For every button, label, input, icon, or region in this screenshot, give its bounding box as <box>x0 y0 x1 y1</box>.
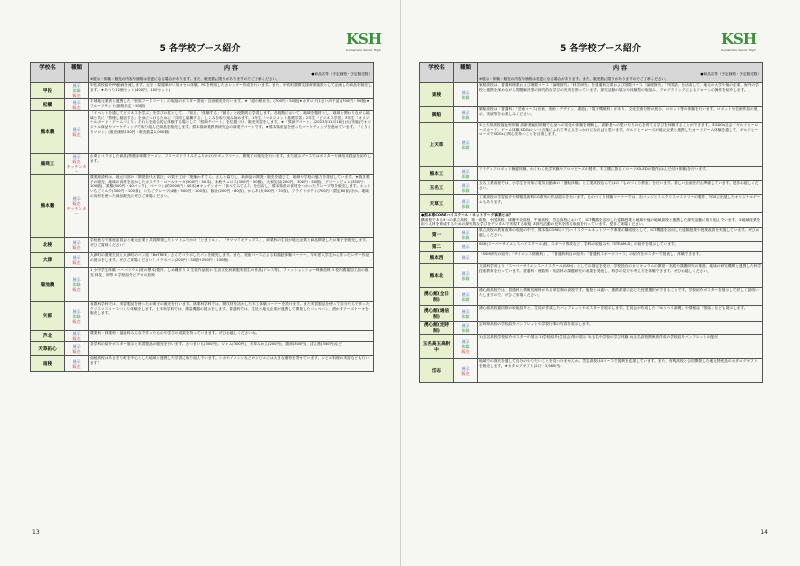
left-header-school: 学校名 <box>31 63 65 83</box>
school-name: 北稜 <box>31 238 65 253</box>
school-name: 玉名工 <box>420 181 454 195</box>
kind-label: 販売 <box>72 260 81 265</box>
school-name: 岱志 <box>420 359 454 383</box>
core-network-band <box>420 213 763 228</box>
kind-label: 展示 <box>72 255 81 260</box>
booth-description: 東稜高校は、普通科理系および理数コース「論理探究」「科学研究」を普通科文系および国際コース「論理探究」「外国語」を活用して、地元の大学や他の企業、海外の学校と連携を深めながら問題解決型の探究的な学びの充実を図っています。探究活動の展示や体験型の取組み、プログラミングによるドローンの操作を紹介します。 <box>478 83 763 107</box>
right-logo-text: KSH <box>721 30 757 48</box>
booth-description: アイディアロボット操縦体験、わくわく化学実験やアロマビーズの製作、木工棚に掛るくローソIOLEDの製作(はんだ付け体験)を行います。 <box>478 167 763 181</box>
booth-kind <box>65 331 89 342</box>
booth-description: 企業とコラボした商品(特選赤味噌ラーメン、フリーズドライみそふりかけ)やポップコーン、餅菓子の販売を行います。また展示ブースではポスターや栽培実践品を紹介します。 <box>89 154 374 175</box>
kind-label: 販売 <box>72 363 81 369</box>
booth-kind <box>454 306 478 322</box>
booth-description: 「SSH研究の紹介」「サイエンス情報科」、「普通科科目の紹介」「普通科スポーツコース」の紹介をポスターで発表し、体験できます。 <box>478 252 763 264</box>
school-name: 東稜 <box>420 83 454 107</box>
school-name: 熊本農 <box>31 111 65 154</box>
right-logo-sub: Kumamoto Senior High <box>721 48 756 52</box>
school-row <box>31 175 374 238</box>
kind-label: 販売 <box>72 348 81 354</box>
booth-kind <box>65 302 89 331</box>
school-row <box>31 99 374 111</box>
booth-kind <box>454 252 478 264</box>
booth-description: 湧心館高校通信制の取組紹介と、生徒が作成したパンフレットやポスターを展示します。生徒会が作成した「ゆうつう新聞」や情報誌「図南」なども展示します。 <box>478 306 763 322</box>
school-name: 湧心館(定時制) <box>420 322 454 335</box>
right-section-title: 5 各学校ブース紹介 <box>560 44 641 54</box>
school-name: 芦北 <box>31 331 65 342</box>
kind-label: 体験 <box>461 94 470 100</box>
booth-description: 湧心館高校では、普通科と情報処理科がある単位制の高校です。他校とは違い、進路希望に応じた授業選択ができることです。学校紹介ポスターを展示して詳しく説明いたしますので、ぜひご来場ください。 <box>478 288 763 306</box>
core-network-band-body <box>420 213 763 228</box>
kind-label: 販売 <box>72 201 81 206</box>
booth-kind <box>454 242 478 252</box>
right-page <box>400 0 800 566</box>
school-name: 菊池農 <box>31 268 65 302</box>
school-name: 大津 <box>31 253 65 268</box>
school-name: 鹿商工 <box>31 154 65 175</box>
kind-label: 展示 <box>72 99 81 105</box>
booth-kind <box>454 264 478 288</box>
booth-description: 県立高校の教育改革の取組の中で、熊本県CORE(コア)ハイスクールネットワーク事業の構成校として、ICT機器を活用した遠隔授業や授業改善を実施しています。ぜひお越しください。 <box>478 228 763 242</box>
kind-label: 展示 <box>461 244 470 250</box>
booth-kind <box>65 268 89 302</box>
kind-label: 展示 <box>461 182 470 188</box>
school-name: 熊本養 <box>31 175 65 238</box>
booth-kind <box>454 228 478 242</box>
left-header-content <box>89 63 374 83</box>
right-table-body-2 <box>420 228 763 383</box>
left-header-note: ●商品名等（予定価格・予定販売数） <box>311 72 372 76</box>
booth-description: 南稜高校はあさぎり町を中心とした地域と連携した学習に取り組んでいます。シカやイノシシなどのジビエには大きな期待を寄せています。ジビエ料理の実習なども行います！ <box>89 356 374 372</box>
kind-label: 体験 <box>461 275 470 281</box>
school-name: 上天草 <box>420 123 454 167</box>
left-page-number: 13 <box>32 529 40 536</box>
kind-label: 展示 <box>461 308 470 314</box>
school-row <box>420 228 763 242</box>
kind-label: 展示 <box>461 168 470 174</box>
right-booth-table <box>419 62 763 383</box>
kind-label: 体験 <box>461 296 470 302</box>
booth-description: 工業高校の学習紹介や情報技術科CG系列の作品展示を行います。ものづくり体験コーナーでは、缶バッジとミニクリスマスツリーの製作、TGSに出展したオリジナルゲームもあります。 <box>478 195 763 213</box>
core-network-heading: ●熊本県COREハイスクール・ネットワーク事業とは？ <box>421 213 513 217</box>
kind-label: 販売 <box>461 370 470 376</box>
kind-label: 展示 <box>72 154 81 159</box>
right-logo <box>721 30 761 56</box>
booth-description: 大津町の農業生徒と大津町のパン屋「BeTREE」さんでコラボしたパンを販売します。また、美術コースによる似顔絵体験コーナー、今年度入学生から作ったレザー作品の展示をします。ぜひご来場ください！コラボパン(200円・50個+250円・100個) <box>89 253 374 268</box>
left-header-content-title: 内 容 <box>223 65 239 72</box>
kind-label: 展示 <box>72 83 81 88</box>
right-table-body <box>420 83 763 213</box>
left-header-note2: ※展示・体験・販売の内容や価格は変更になる場合があります。また、販売数に限りがありますのでご了承ください。 <box>90 77 280 81</box>
booth-kind <box>65 154 89 175</box>
kind-label: 体験 <box>461 344 470 350</box>
left-logo-text: KSH <box>346 30 382 48</box>
booth-kind <box>65 175 89 238</box>
right-header-content-title: 内 容 <box>612 65 628 72</box>
booth-kind <box>65 83 89 99</box>
kind-label: 展示 <box>72 343 81 349</box>
school-name: 熊本北 <box>420 264 454 288</box>
school-row <box>31 342 374 356</box>
right-header-content <box>478 63 763 83</box>
kind-label: 展示 <box>461 198 470 204</box>
school-row <box>420 83 763 107</box>
booth-kind <box>65 356 89 372</box>
booth-kind <box>65 238 89 253</box>
school-name: 玉名高玉高附中 <box>420 335 454 359</box>
kind-label: 体験 <box>461 234 470 240</box>
kind-label: 展示 <box>72 240 81 245</box>
left-logo <box>346 30 386 56</box>
school-row <box>31 356 374 372</box>
core-network-text: 構成校である5つの県立高校、第一高校、小国高校、球磨中央高校、牛深高校、岱志高校において、ICT機器を活用した遠隔授業と地域や他の地域高校と連携した探究活動に取り組んでいます。①地域産業を担う人材を育成するための探究的な学びをデジタルで実現する取組 ②探究活動の充実を図る取組を行っています。是非ご来場ください。 <box>421 217 761 227</box>
school-row <box>420 264 763 288</box>
kind-label: 体験 <box>461 173 470 179</box>
booth-kind <box>454 83 478 107</box>
booth-description: ①上天草高校福祉科体験 高齢者疑似体験で心身への変化の体験を理解し、高齢者への思いやりの心を育てる学びを体験することができます。②SDGs社会「ギルドヒーローズカード」ゲーム体験 SDGsという言葉にふれて考えるきっかけになればと思います。ギルドヒーローズが地元企業と連携したカードゲーム体験を通して、ギルドヒーローズでSDGsに関心を持つことを目指します。 <box>478 123 763 167</box>
school-name: 第一 <box>420 228 454 242</box>
booth-kind <box>454 123 478 167</box>
booth-description: 学校独力で推進委員会と地元企業と共同開発したトマトふりかけ「とまトル」、「サツマイモチップス」、商業科の生徒が地元企業と商品開発したお菓子を販売します。ぜひご賞味ください！ <box>89 238 374 253</box>
school-row <box>420 335 763 359</box>
kind-label: 展示 <box>72 331 81 336</box>
kind-label: 販売 <box>72 104 81 110</box>
booth-description: 食農科学科では、実習製品を使ったお菓子の販売を行います。林業科学科では、間伐材を活かした木工体験コーナーを設けます。また実習製品を使って自分たちで作ったクリスマスリースづくり体験をします。土木科学科では、測量機器の展示をします。普通科では、生徒と地元企業が連携して開発したコッペパン、酒かすチーズケーキを販売します。 <box>89 302 374 331</box>
school-row <box>31 268 374 302</box>
kind-label: 展示 <box>461 229 470 235</box>
kind-label: 展示 <box>461 270 470 276</box>
school-name: 第二 <box>420 242 454 252</box>
kind-label: 展示 <box>461 255 470 261</box>
kind-label: 体験 <box>461 203 470 209</box>
kind-label: 販売 <box>72 318 81 324</box>
right-header-school: 学校名 <box>420 63 454 83</box>
kind-label: 展示 <box>72 308 81 314</box>
booth-kind <box>65 111 89 154</box>
school-row <box>31 253 374 268</box>
school-row <box>420 242 763 252</box>
kind-label: 展示 <box>461 139 470 145</box>
booth-kind <box>454 195 478 213</box>
school-row <box>31 154 374 175</box>
kind-label: 体験 <box>461 144 470 150</box>
kind-label: 販売 <box>72 245 81 250</box>
school-name: 熊本工 <box>420 167 454 181</box>
booth-kind <box>454 359 478 383</box>
booth-description: 地域での探究を通して自分のやりたいことを見つけませんか。岱志高校は4コースで挑戦を応援しています。また、有明高校と合同開発した地元特産品のカタログギフトを販売します。★カタログギフト(2口・3,980円) <box>478 359 763 383</box>
booth-description: 宇城地元業者と連携した「松高フードコート」の取組のポスター発表・自治販売を行います。★「道の駅弁当」(700円・50個)★カタログ(1さい/3千品)(700円・50個)★フルーツサンド(価格未定・50個) <box>89 99 374 111</box>
kind-label: 販売 <box>72 93 81 98</box>
left-header-kind: 種類 <box>65 63 89 83</box>
booth-description: SSH(スーパーサイエンスハイスクール)校、スポーツ専攻など、学科の取組みや「STEAM-D」の紹介を展示しています。 <box>478 242 763 252</box>
left-section-title: 5 各学校ブース紹介 <box>159 44 241 54</box>
kind-label: 展示 <box>72 127 81 132</box>
school-name: 天草拓心 <box>31 342 65 356</box>
booth-description: 農業科・林業科・福祉科みんなで作ったものや学びの成果を持っていきます。ぜひお越しくださいね。 <box>89 331 374 342</box>
school-row <box>420 123 763 167</box>
kind-label: 販売 <box>72 287 81 292</box>
school-row <box>420 359 763 383</box>
kind-label: 販売 <box>72 132 81 137</box>
booth-description: 農業経済科は、地元川部の「開発世代大賞区」の果子工房「菓舗かすてら」さんと協力し、新商品の開発・販売を通じて、地域や学校の魅力を発信しています。★焼き菓子の販売、地域の食材を活かしたカステラ・ロールケーキ(500円・50本)、米粉チュロス(300円・50個)、大和缶詰(200円、300円・50個)、グリーンピュレ(350円・100個)、果樹(500円・40パック)、ベーコン(約2000円・40本)★キッチンカー「食べてみてん♪」を出店し、熊本県産の食材をつかったクレープ等を販売します。ホットいちごミルク(300円・100食)、いちごクレープ(4種・500円・100食)、豚汁(200円・80食)、からあげ(300円・70食)、フライドポテト(700円・限定80食)ほか。地域の食材を使った商品販売にぜひご来場ください。 <box>89 175 374 238</box>
booth-kind <box>454 288 478 306</box>
school-row <box>31 83 374 99</box>
right-page-number: 14 <box>760 529 768 536</box>
kind-label: 販売 <box>72 159 81 164</box>
kind-label: 体験 <box>72 88 81 93</box>
booth-description: 「イベントを通してビジネスを学ぶ」を学びの柱として、「知る」「体験する」「創る」と段階的に学習します。各段階において、地域を題材とし、地域と関わりながら地域と共に「禁煙し創造する」を身につけるために「共同し協働する」しくみを取り組み始めます。1年生「マネジメント基礎学習」2年生「ビジネス学習」3年生「オリジナルボード・ゲームづくり」それらを総合的に体験する場として「熊商デパート」を位置づけ、販売実習をします。★「熊商デパート」(2023年11月18日(火)実施)でオリジナル商品やマーケティングで取り組んだ商品を販売します。熊本県商業教育研究会の商業デパートです。★熊本県産品を使ったマーケティングを進めています。「くりくりマロン」(販売価格150円・販売数量1,000個) <box>89 111 374 154</box>
kind-label: 体験 <box>72 313 81 319</box>
kind-label: 体験 <box>461 187 470 193</box>
booth-description: 甲佐高校紹介PR動画を流します。点字・視覚障がい用オセロ体験、PCを利用したカレンダー作成を行います。また、甲佐町農間支援商業施設として企画した商品を販売します。★あうり12個セット(400円、100セット) <box>89 83 374 99</box>
booth-kind <box>454 167 478 181</box>
school-row <box>420 195 763 213</box>
left-logo-sub: Kumamoto Senior High <box>346 48 381 52</box>
kind-label: 展示 <box>72 277 81 282</box>
booth-description: 各学科の紹介ポスター展示と実習製品の販売を行います。さつまいも(300円)、ジャム(300円)、天草みかん(200円)、鶏卵(300円)、ぽん酢(300円)など <box>89 342 374 356</box>
school-row <box>420 181 763 195</box>
kind-label: 展示 <box>461 109 470 115</box>
booth-kind <box>454 335 478 359</box>
booth-description: 定時制高校の学校紹介パンフレットや学校行事の写真を展示します。 <box>478 322 763 335</box>
school-name: 甲佐 <box>31 83 65 99</box>
school-name: 南稜 <box>31 356 65 372</box>
left-table-body <box>31 83 374 372</box>
booth-kind <box>454 107 478 123</box>
kind-label: 販売 <box>72 336 81 341</box>
kind-label: 展示 <box>461 323 470 329</box>
school-row <box>420 322 763 335</box>
booth-description: 玉名工業高校では、小学生を対象に電気自動車の「運転体験」と工業高校ならではの「ものづくり教室」を行います。楽しい企画を沢山準備しています。是非お越しください。 <box>478 181 763 195</box>
left-booth-table <box>30 62 374 372</box>
school-row <box>31 331 374 342</box>
kind-label: キッチンカー <box>66 164 87 174</box>
right-header-note: ●商品名等（予定価格・予定販売数） <box>700 72 761 76</box>
school-row <box>420 306 763 322</box>
booth-description: 御船高校は「普通科」「芸術コース(音楽、美術・デザイン、書道)」「電子機械科」があり、文化芸術分野の展示、ロボット等の体験を行います。ロボットや芸術作品の展示、実演等をお楽しみください。 <box>478 107 763 123</box>
kind-label: 展示 <box>461 339 470 345</box>
booth-kind <box>65 253 89 268</box>
booth-kind <box>65 99 89 111</box>
kind-label: 体験 <box>461 313 470 319</box>
school-row <box>31 302 374 331</box>
school-name: 御船 <box>420 107 454 123</box>
kind-label: キッチンカー <box>66 206 87 216</box>
school-name: 湧心館(通信制) <box>420 306 454 322</box>
kind-label: 体験 <box>461 114 470 120</box>
school-row <box>420 252 763 264</box>
school-name: 熊本西 <box>420 252 454 264</box>
school-row <box>31 111 374 154</box>
kind-label: 展示 <box>72 358 81 364</box>
school-row <box>420 167 763 181</box>
kind-label: 体験 <box>461 328 470 334</box>
kind-label: 展示 <box>72 196 81 201</box>
school-name: 湧心館(全日制) <box>420 288 454 306</box>
booth-description: 1 小中学生体験 ハーバリウム(世の標本)製作、しめ縄作り 2 生徒作品展示 生活文化科被服実習生の作品(ドレス等)、ファッションショー映像放映 3 校内農場加工品の販売 林花、卵等 4 学校紹介ビデオの放映 <box>89 268 374 302</box>
kind-label: 販売 <box>461 349 470 355</box>
school-row <box>31 238 374 253</box>
booth-kind <box>65 342 89 356</box>
right-header-note2: ※展示・体験・販売の内容や価格は変更になる場合があります。また、販売数に限りがありますのでご了承ください。 <box>479 77 669 81</box>
kind-label: 展示 <box>461 365 470 371</box>
booth-description: 1)玉名高校学校紹介ポスターの展示 2)学校紹介(生徒会)等の展示 3)玉名中学校の学び体験 4)玉名高校関係者作成の学校紹介パンフレットの配付 <box>478 335 763 359</box>
booth-kind <box>454 322 478 335</box>
booth-description: 文部科学省より「スーパーサイエンスハイスクール(SSH)」としての指定を受け、学校独自のカリキュラムの開発・実践や課題研究の推進、地域の研究機関と連携した科学技術教育を行っています。普通科・理数科・英語科の課題研究の成果を発表し、科学の見方や考え方を体験できます。ぜひお越しください。 <box>478 264 763 288</box>
kind-label: 展示 <box>461 291 470 297</box>
school-name: 松橋 <box>31 99 65 111</box>
kind-label: 展示 <box>461 89 470 95</box>
kind-label: 体験 <box>72 282 81 287</box>
school-row <box>420 288 763 306</box>
school-name: 天草工 <box>420 195 454 213</box>
right-header-kind: 種類 <box>454 63 478 83</box>
school-row <box>420 107 763 123</box>
booth-kind <box>454 181 478 195</box>
school-name: 矢部 <box>31 302 65 331</box>
